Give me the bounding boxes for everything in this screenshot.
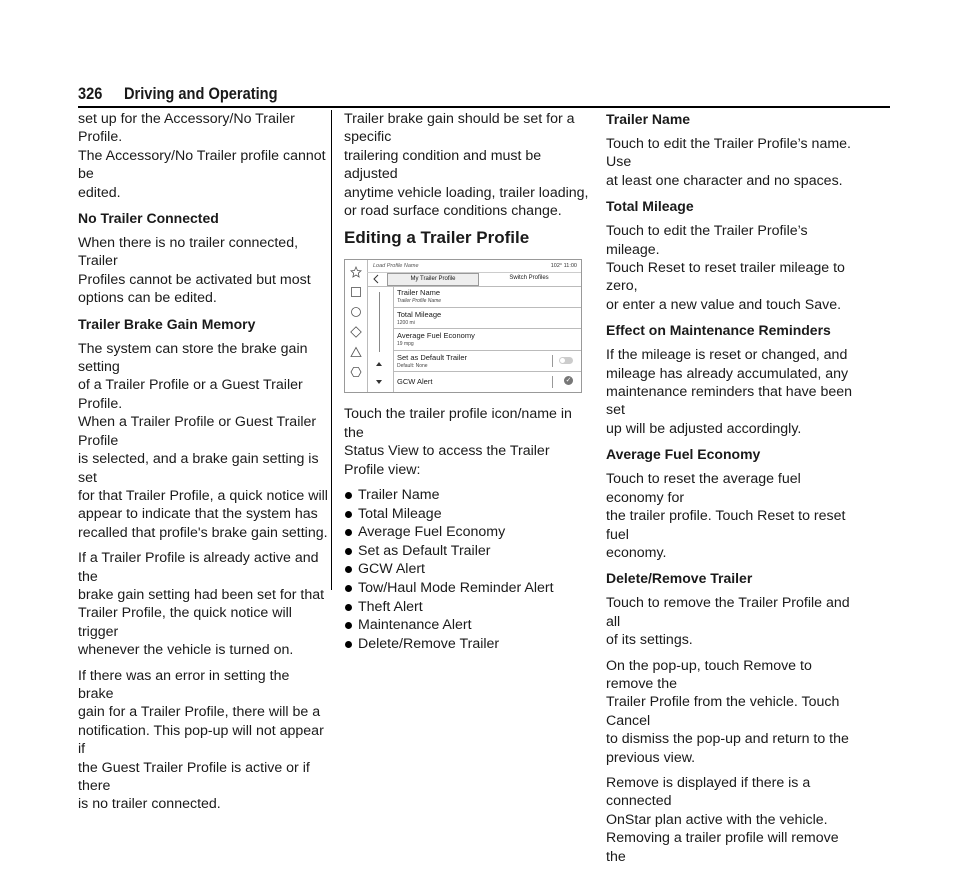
paragraph: Touch the trailer profile icon/name in the Status View to access the Trailer Profile view:	[344, 406, 572, 478]
circle-icon	[350, 306, 362, 318]
list-item-text: GCW Alert	[358, 561, 426, 578]
subheading-delete-remove-trailer: Delete/Remove Trailer	[606, 570, 753, 587]
paragraph: Touch to remove the Trailer Profile and all of its settings.	[606, 595, 850, 649]
list-item	[344, 616, 589, 635]
list-item-text: Delete/Remove Trailer	[358, 635, 500, 652]
list-item	[344, 560, 589, 579]
tab-switch-profiles[interactable]: Switch Profiles	[509, 275, 549, 282]
figure-sidebar	[345, 260, 368, 392]
list-item	[344, 579, 589, 598]
trailer-profile-screen-figure	[344, 259, 582, 393]
figure-scrollbar[interactable]	[367, 286, 394, 392]
setting-label: Trailer Name	[397, 288, 441, 298]
setting-value: 1200 mi	[397, 319, 415, 326]
setting-label: GCW Alert	[397, 377, 433, 387]
diamond-icon	[350, 326, 362, 338]
heading-editing-trailer-profile: Editing a Trailer Profile	[344, 228, 530, 248]
list-item	[344, 486, 589, 505]
list-item-text: Maintenance Alert	[358, 617, 472, 634]
setting-value: Trailer Profile Name	[397, 298, 442, 305]
header-rule	[78, 106, 890, 108]
list-item-text: Tow/Haul Mode Reminder Alert	[358, 580, 554, 597]
subheading-trailer-name: Trailer Name	[606, 111, 691, 127]
setting-label: Set as Default Trailer	[397, 352, 468, 362]
list-item-text: Set as Default Trailer	[358, 542, 491, 559]
scroll-track	[379, 292, 380, 352]
triangle-icon	[350, 346, 362, 358]
checkmark-icon[interactable]: ✓	[565, 377, 572, 385]
column-1	[78, 110, 328, 821]
profile-options-list	[344, 486, 589, 653]
paragraph: Touch to edit the Trailer Profile’s mileage. Touch Reset to reset trailer mileage to zero, or enter a new value and touch Save.	[606, 223, 845, 313]
setting-row-gcw-alert[interactable]	[393, 372, 581, 393]
bullet-icon	[345, 622, 352, 629]
paragraph: Trailer brake gain should be set for a specific trailering condition and must be adjusted anytime vehicle loading, trailer loading, or road surface conditions change.	[344, 111, 589, 220]
figure-tabs	[367, 272, 581, 287]
column-2	[344, 110, 589, 653]
bullet-icon	[345, 604, 352, 611]
paragraph: If the mileage is reset or changed, and mileage has already accumulated, any maintenance reminders that have been set up will be adjusted accordingly.	[606, 347, 853, 437]
setting-row-average-fuel-economy[interactable]	[393, 329, 581, 351]
bullet-icon	[345, 585, 352, 592]
list-item	[344, 542, 589, 561]
star-icon	[350, 266, 362, 278]
tab-my-trailer-profile[interactable]: My Trailer Profile	[387, 273, 479, 286]
paragraph: If a Trailer Profile is already active and the brake gain setting had been set for that Trailer Profile, the quick notice will trigger whenever the vehicle is turned on.	[78, 550, 325, 659]
bullet-icon	[345, 566, 352, 573]
list-item	[344, 635, 589, 654]
subheading-total-mileage: Total Mileage	[606, 198, 694, 215]
section-title: Driving and Operating	[124, 84, 278, 103]
list-item-text: Average Fuel Economy	[358, 524, 506, 541]
bullet-icon	[345, 492, 352, 499]
column-divider	[331, 110, 332, 590]
hexagon-icon	[350, 366, 362, 378]
setting-label: Total Mileage	[397, 309, 442, 319]
paragraph: If there was an error in setting the brake gain for a Trailer Profile, there will be a notification. This pop-up will not appear if the Guest Trailer Profile is active or if there is no trailer connected.	[78, 667, 324, 813]
list-item	[344, 505, 589, 524]
setting-label: Average Fuel Economy	[397, 331, 475, 341]
list-item	[344, 523, 589, 542]
bullet-icon	[345, 548, 352, 555]
list-item	[344, 598, 589, 617]
paragraph: When there is no trailer connected, Trailer Profiles cannot be activated but most options can be edited.	[78, 235, 311, 307]
square-icon	[350, 286, 362, 298]
subheading-no-trailer: No Trailer Connected	[78, 210, 219, 227]
paragraph: On the pop-up, touch Remove to remove the Trailer Profile from the vehicle. Touch Cancel to dismiss the pop-up and return to the previous view.	[606, 657, 849, 766]
setting-row-total-mileage[interactable]	[393, 308, 581, 330]
row-divider	[552, 376, 553, 388]
bullet-icon	[345, 641, 352, 648]
page-number: 326	[78, 84, 103, 103]
default-trailer-toggle[interactable]	[559, 357, 573, 364]
paragraph: set up for the Accessory/No Trailer Profile. The Accessory/No Trailer profile cannot be edited.	[78, 111, 326, 201]
setting-value: Default: None	[397, 362, 428, 369]
bullet-icon	[345, 511, 352, 518]
back-arrow-icon[interactable]	[371, 274, 381, 284]
list-item-text: Trailer Name	[358, 487, 440, 504]
paragraph: Remove is displayed if there is a connected OnStar plan active with the vehicle. Removing a trailer profile will remove the	[606, 774, 839, 865]
bullet-icon	[345, 529, 352, 536]
subheading-brake-gain-memory: Trailer Brake Gain Memory	[78, 315, 256, 332]
scroll-down-icon[interactable]	[376, 380, 382, 384]
figure-status-text: 102° 11:00	[550, 263, 577, 270]
paragraph: The system can store the brake gain setting of a Trailer Profile or a Guest Trailer Profile. When a Trailer Profile or Guest Trailer Profile is selected, and a brake gain setting is set for that Trailer Profile, a quick notice will appear to indicate that the system has recalled that profile's brake gain setting.	[78, 340, 328, 541]
paragraph: Touch to edit the Trailer Profile’s name. Use at least one character and no spaces.	[606, 136, 851, 189]
setting-row-default-trailer[interactable]	[393, 351, 581, 373]
row-divider	[552, 355, 553, 367]
figure-settings-list	[393, 286, 581, 393]
figure-header-title: Load Profile Name	[373, 263, 419, 270]
paragraph: Touch to reset the average fuel economy for the trailer profile. Touch Reset to reset fuel economy.	[606, 471, 846, 561]
list-item-text: Total Mileage	[358, 505, 442, 522]
subheading-maintenance-reminders: Effect on Maintenance Reminders	[606, 322, 831, 339]
list-item-text: Theft Alert	[358, 598, 423, 615]
scroll-up-icon[interactable]	[376, 362, 382, 366]
subheading-average-fuel-economy: Average Fuel Economy	[606, 446, 761, 463]
setting-row-trailer-name[interactable]	[393, 286, 581, 308]
setting-value: 19 mpg	[397, 341, 414, 348]
column-3	[606, 110, 856, 873]
page-header	[78, 83, 890, 107]
